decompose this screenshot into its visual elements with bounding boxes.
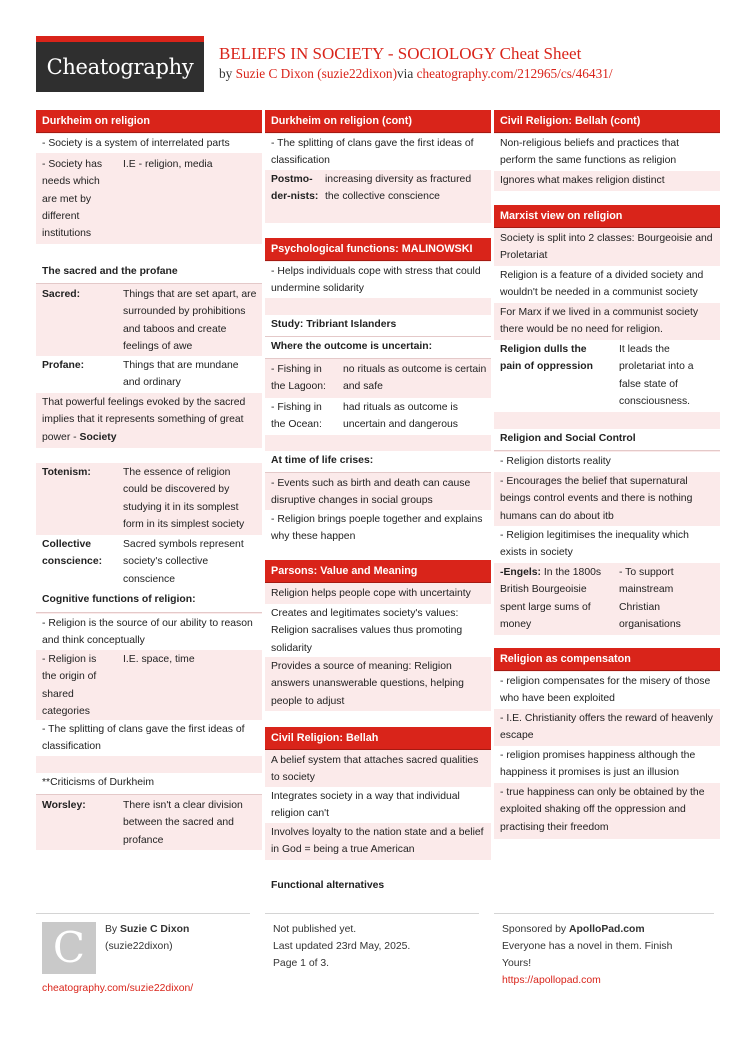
row-value: There isn't a clear division between the sacred and profance <box>123 800 243 846</box>
list-item <box>36 393 262 448</box>
list-item: - The splitting of clans gave the first ideas of classification <box>265 134 491 170</box>
subheading-social-control: Religion and Social Control <box>494 429 720 451</box>
row-value: I.E. space, time <box>123 654 195 665</box>
column-filler <box>494 839 720 907</box>
footer-divider <box>265 913 479 914</box>
list-item: Ignores what makes religion distinct <box>494 171 720 191</box>
table-row <box>494 563 720 635</box>
list-item: Creates and legitimates society's values: Religion sacralises values thus promoting solidarity <box>265 604 491 657</box>
row-label: Worsley: <box>42 800 86 811</box>
powerful-bold: Society <box>79 431 117 443</box>
engels-bold: -Engels: <box>500 567 541 578</box>
row-label: - Society has needs which are met by different institutions <box>42 159 103 240</box>
byline-via: via <box>397 66 414 81</box>
sheet-url-link[interactable]: cheatography.com/212965/cs/46431/ <box>416 66 613 81</box>
footer-sponsor-text: Everyone has a novel in them. Finish Yours! <box>502 941 673 970</box>
list-item: - Religion distorts reality <box>494 452 720 472</box>
section-title-bellah-cont: Civil Religion: Bellah (cont) <box>494 110 720 133</box>
list-item: Involves loyalty to the nation state and a belief in God = being a true American <box>265 823 491 860</box>
row-value: - To support mainstream Christian organisations <box>619 567 681 630</box>
footer-updated: Last updated 23rd May, 2025. <box>273 941 411 952</box>
subheading-cognitive: Cognitive functions of religion: <box>36 590 262 613</box>
row-label: Religion dulls the pain of oppression <box>500 344 593 373</box>
row-value: It leads the proletariat into a false state of consciousness. <box>619 344 694 407</box>
list-item: Provides a source of meaning: Religion answers unanswerable questions, helping people to adjust <box>265 657 491 711</box>
footer-sponsor-link[interactable]: https://apollopad.com <box>502 975 601 986</box>
footer-sponsored-by: Sponsored by <box>502 924 570 935</box>
section-title-psychological: Psychological functions: MALINOWSKI <box>265 238 491 261</box>
subheading-criticisms: **Criticisms of Durkheim <box>36 773 262 795</box>
engels-text: In the 1800s British Bourgeoisie spent large sums of money <box>500 567 602 630</box>
list-item: - Helps individuals cope with stress that could undermine solidarity <box>265 262 491 298</box>
footer-author-link[interactable]: cheatography.com/suzie22dixon/ <box>42 983 194 994</box>
list-item: - Religion brings poeple together and explains why these happen <box>265 510 491 546</box>
page-header <box>36 36 714 92</box>
row-value: I.E - religion, media <box>123 159 213 170</box>
spacer <box>265 546 491 560</box>
list-item: A belief system that attaches sacred qualities to society <box>265 751 491 787</box>
list-item: Religion helps people cope with uncertainty <box>265 584 491 604</box>
byline-by: by <box>219 66 233 81</box>
row-label <box>500 564 604 633</box>
footer-page: Page 1 of 3. <box>273 958 330 969</box>
list-item: - I.E. Christianity offers the reward of heavenly escape <box>494 709 720 746</box>
section-title-bellah: Civil Religion: Bellah <box>265 727 491 750</box>
table-row <box>36 535 262 590</box>
subheading-uncertain: Where the outcome is uncertain: <box>265 337 491 359</box>
subheading-functional-alternatives: Functional alternatives <box>265 876 491 899</box>
footer-author <box>105 921 189 938</box>
list-item: - Society is a system of interrelated parts <box>36 134 262 153</box>
list-item: - The splitting of clans gave the first ideas of classification <box>36 720 262 756</box>
list-item: Religion is a feature of a divided society and wouldn't be needed in a communist society <box>494 266 720 303</box>
spacer <box>36 244 262 262</box>
list-item: - Events such as birth and death can cause disruptive changes in social groups <box>265 474 491 510</box>
section-title-durkheim: Durkheim on religion <box>36 110 262 133</box>
spacer-row <box>265 435 491 451</box>
footer-sponsor <box>502 921 645 938</box>
section-title-marxist: Marxist view on religion <box>494 205 720 228</box>
subheading-study: Study: Tribriant Islanders <box>265 315 491 337</box>
list-item: - religion promises happiness although the happiness it promises is just an illusion <box>494 746 720 783</box>
spacer <box>265 711 491 727</box>
spacer-row <box>265 860 491 876</box>
powerful-text: That powerful feelings evoked by the sacred implies that it represents something of great power - <box>42 397 246 443</box>
spacer <box>494 191 720 205</box>
list-item: For Marx if we lived in a communist society there would be no need for religion. <box>494 303 720 340</box>
table-row <box>36 650 262 720</box>
row-value: had rituals as outcome is uncertain and dangerous <box>343 402 458 431</box>
row-label: - Fishing in the Lagoon: <box>271 364 326 393</box>
footer-author-handle: (suzie22dixon) <box>105 941 173 952</box>
list-item: - Encourages the belief that supernatural beings control events and there is nothing humans can do about itb <box>494 472 720 526</box>
subheading-crises: At time of life crises: <box>265 451 491 473</box>
spacer-row <box>265 298 491 315</box>
section-title-compensator: Religion as compensaton <box>494 648 720 671</box>
row-value: Things that are set apart, are surrounded by prohibitions and taboos and create feelings of awe <box>123 289 257 352</box>
section-title-durkheim-cont: Durkheim on religion (cont) <box>265 110 491 133</box>
list-item: Society is split into 2 classes: Bourgeoisie and Proletariat <box>494 229 720 266</box>
table-row <box>36 285 262 356</box>
footer-divider <box>36 913 250 914</box>
footer-by: By <box>105 924 121 935</box>
spacer-row <box>36 756 262 773</box>
spacer <box>265 223 491 238</box>
row-label: Collective conscience: <box>42 539 103 568</box>
spacer-row <box>494 412 720 429</box>
row-label: Profane: <box>42 360 85 371</box>
list-item: Non-religious beliefs and practices that perform the same functions as religion <box>494 134 720 171</box>
row-value: Sacred symbols represent society's collective conscience <box>123 539 244 585</box>
footer-divider <box>494 913 714 914</box>
table-row <box>36 796 262 850</box>
column-3 <box>494 110 720 907</box>
column-2 <box>265 110 491 907</box>
spacer <box>494 635 720 648</box>
table-row <box>265 360 491 398</box>
cheatography-logo[interactable]: Cheatography <box>36 36 204 92</box>
section-title-parsons: Parsons: Value and Meaning <box>265 560 491 583</box>
row-label: Totenism: <box>42 467 91 478</box>
list-item: - Religion is the source of our ability to reason and think conceptually <box>36 614 262 650</box>
row-label: Postmo-der-nists: <box>271 174 319 203</box>
row-label: - Religion is the origin of shared categories <box>42 654 97 717</box>
author-link[interactable]: Suzie C Dixon (suzie22dixon) <box>235 66 398 81</box>
row-value: Things that are mundane and ordinary <box>123 360 239 389</box>
list-item: - Religion legitimises the inequality which exists in society <box>494 526 720 563</box>
row-value: increasing diversity as fractured the collective conscience <box>325 174 472 203</box>
table-row <box>36 155 262 244</box>
table-row <box>494 340 720 412</box>
column-filler <box>36 850 262 907</box>
author-avatar[interactable]: C <box>42 922 96 974</box>
row-value: no rituals as outcome is certain and safe <box>343 364 487 393</box>
row-value: The essence of religion could be discovered by studying it in its somplest form in its simplest society <box>123 467 245 530</box>
page-title: BELIEFS IN SOCIETY - SOCIOLOGY Cheat Sheet <box>219 44 582 63</box>
byline <box>219 66 613 82</box>
footer-published: Not published yet. <box>273 924 357 935</box>
table-row <box>265 170 491 223</box>
column-filler <box>265 899 491 907</box>
list-item: - true happiness can only be obtained by the exploited shaking off the oppression and practising their freedom <box>494 783 720 839</box>
row-label: Sacred: <box>42 289 81 300</box>
table-row <box>265 398 491 435</box>
column-1 <box>36 110 262 907</box>
table-row <box>36 463 262 535</box>
row-label: - Fishing in the Ocean: <box>271 402 322 431</box>
spacer <box>36 448 262 463</box>
list-item: - religion compensates for the misery of those who have been exploited <box>494 672 720 709</box>
footer-author-name[interactable]: Suzie C Dixon <box>120 924 190 935</box>
subheading-sacred-profane: The sacred and the profane <box>36 262 262 284</box>
list-item: Integrates society in a way that individual religion can't <box>265 787 491 823</box>
footer-sponsor-name[interactable]: ApolloPad.com <box>569 924 645 935</box>
table-row <box>36 356 262 393</box>
